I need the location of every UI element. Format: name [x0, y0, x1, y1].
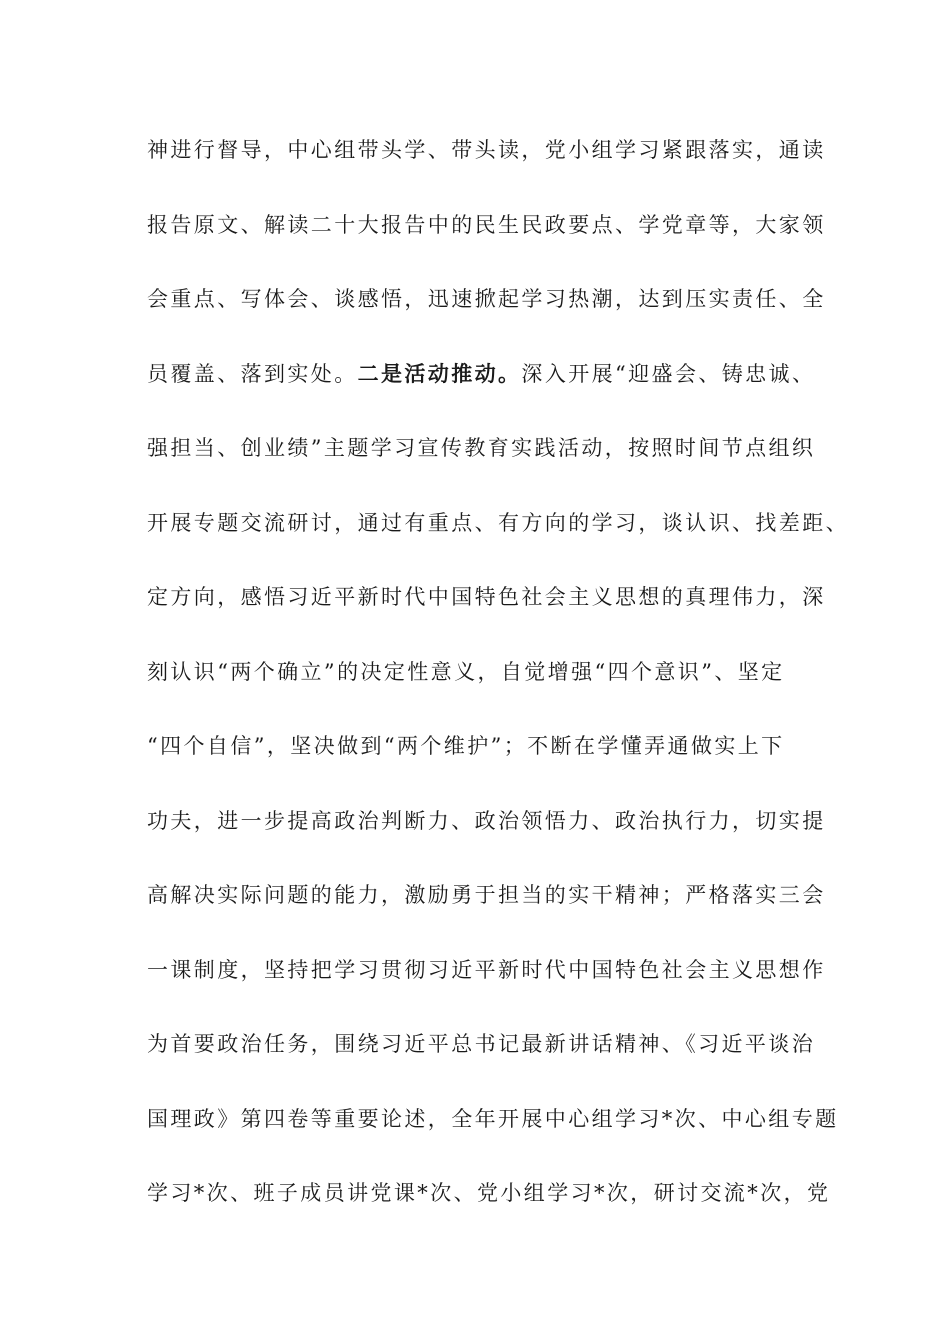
text-line	[147, 128, 826, 203]
text-run: 强担当、创业绩”主题学习宣传教育实践活动，按照时间节点组织	[147, 436, 816, 460]
text-run: 国理政》第四卷等重要论述，全年开展中心组学习*次、中心组专题	[147, 1106, 839, 1131]
text-run: 刻认识“两个确立”的决定性意义，自觉增强“四个意识”、坚定	[147, 659, 785, 684]
text-run: 神进行督导，中心组带头学、带头读，党小组学习紧跟落实，通读	[147, 138, 826, 162]
text-line	[147, 277, 826, 352]
text-run: 会重点、写体会、谈感悟，迅速掀起学习热潮，达到压实责任、全	[147, 287, 826, 311]
text-line	[147, 724, 812, 799]
text-run: 报告原文、解读二十大报告中的民生民政要点、学党章等，大家领	[147, 212, 826, 237]
text-line	[147, 948, 826, 1023]
body-paragraph	[147, 128, 849, 1246]
text-line	[147, 426, 816, 501]
text-run: 高解决实际问题的能力，激励勇于担当的实干精神；严格落实三会	[147, 883, 826, 907]
text-line	[147, 352, 816, 427]
text-line	[147, 575, 826, 650]
text-line	[147, 1097, 839, 1172]
text-run: 定方向，感悟习近平新时代中国特色社会主义思想的真理伟力，深	[147, 585, 826, 609]
text-line	[147, 650, 812, 725]
text-line	[147, 1171, 831, 1246]
text-run: 为首要政治任务，围绕习近平总书记最新讲话精神、《习近平谈治	[147, 1032, 816, 1056]
text-run: 学习*次、班子成员讲党课*次、党小组学习*次，研讨交流*次，党	[147, 1181, 831, 1205]
text-run: 开展专题交流研讨，通过有重点、有方向的学习，谈认识、找差距、	[147, 510, 849, 535]
text-line	[147, 873, 826, 948]
text-run: 功夫，进一步提高政治判断力、政治领悟力、政治执行力，切实提	[147, 808, 826, 833]
text-line	[147, 799, 826, 874]
text-line	[147, 1022, 816, 1097]
text-line	[147, 203, 826, 278]
text-line	[147, 501, 849, 576]
text-run: 一课制度，坚持把学习贯彻习近平新时代中国特色社会主义思想作	[147, 957, 826, 982]
text-run: 深入开展“迎盛会、铸忠诚、	[521, 361, 816, 386]
text-run: “四个自信”，坚决做到“两个维护”；不断在学懂弄通做实上下	[147, 734, 785, 758]
bold-heading-run: 二是活动推动。	[357, 361, 522, 386]
text-run: 员覆盖、落到实处。	[147, 361, 358, 386]
